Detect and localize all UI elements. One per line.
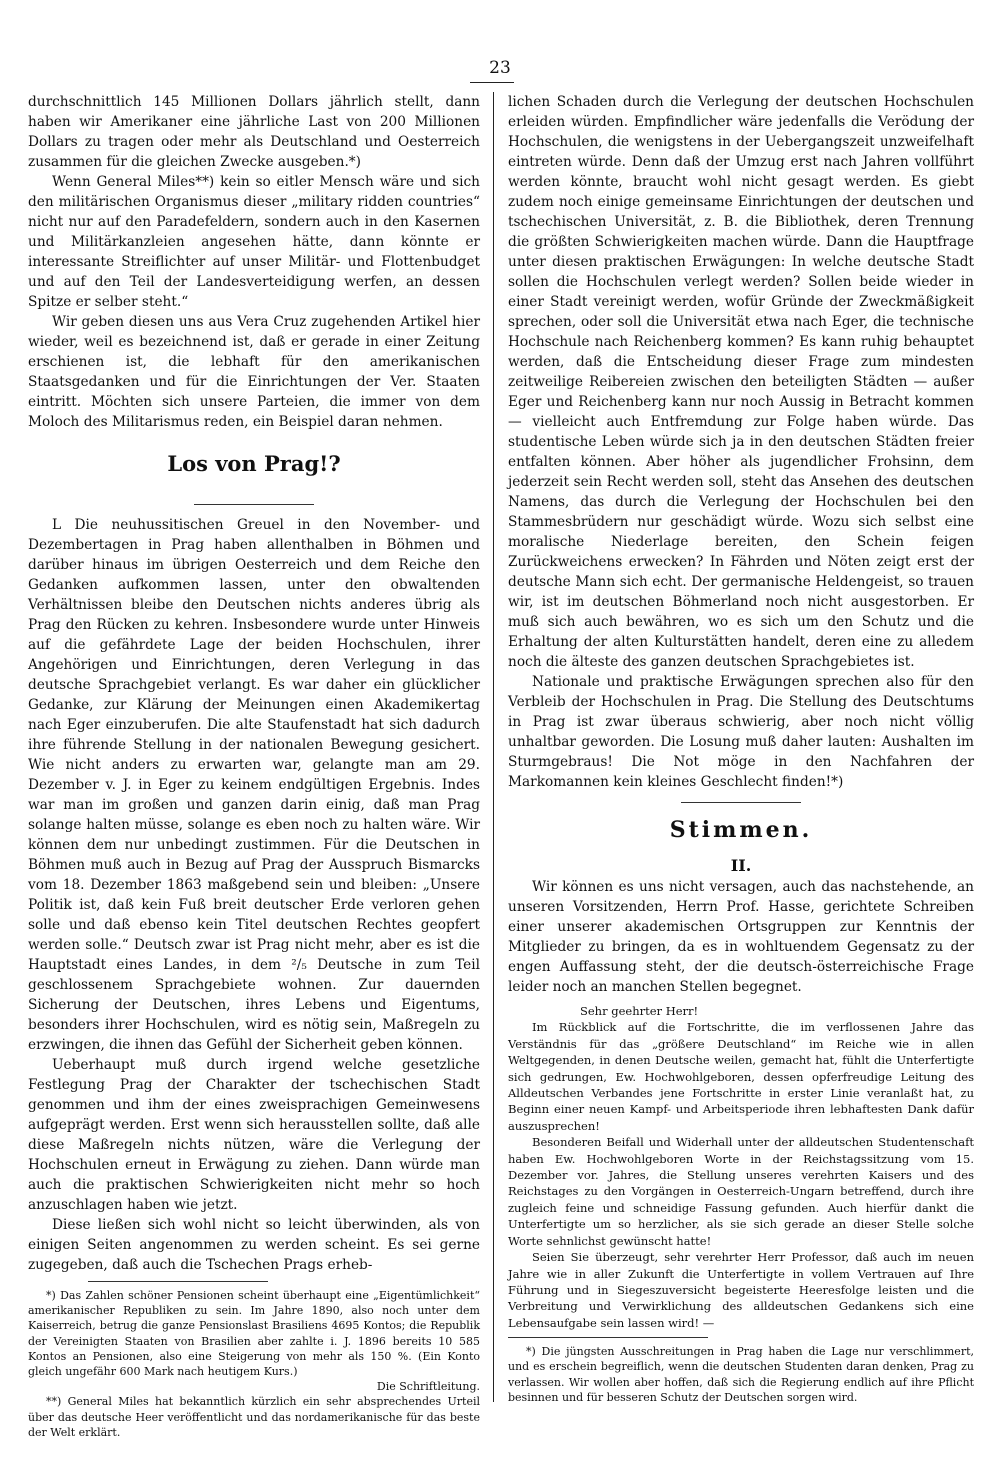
right-column — [508, 92, 974, 1405]
heading-rule — [194, 504, 314, 505]
letter-paragraph-3: Seien Sie überzeugt, sehr verehrter Herr Professor, daß auch im neuen Jahre wie in aller Zukunft die Unterfertigte in vollem Vertrauen auf Ihre Führung und in Siegeszuversicht begeisterte Heeresfolge leisten und die Verbreitung und Verwirklichung des alldeutschen Gedankens sich eine Lebensaufgabe sein lassen wird! — — [508, 1250, 974, 1330]
left-footnote-1: *) Das Zahlen schöner Pensionen scheint überhaupt eine „Eigentümlichkeit“ amerikanischer Republiken zu sein. Im Jahre 1890, also noch unter dem Kaiserreich, betrug die ganze Pensionslast Brasiliens 4695 Kontos; die Republik der Vereinigten Staaten von Brasilien aber zahlte i. J. 1896 bereits 10 585 Kontos an Pensionen, also eine Steigerung von mehr als 150 %. (Ein Konto gleich ungefähr 600 Mark nach heutigem Kurs.) — [28, 1289, 480, 1379]
right-paragraph-1: lichen Schaden durch die Verlegung der deutschen Hochschulen erleiden würden. Empfindlicher wäre jedenfalls die Verödung der Hochschulen, die wenigstens in der Uebergangszeit unzweifelhaft eintreten würde. Denn daß der Umzug erst nach Jahren vollführt werden könnte, braucht wohl nicht gesagt werden. Es giebt zudem noch einige gemeinsame Einrichtungen der deutschen und tschechischen Universität, z. B. die Bibliothek, deren Trennung die größten Schwierigkeiten machen würde. Dann die Hauptfrage unter diesen praktischen Erwägungen: In welche deutsche Stadt sollen die Hochschulen verlegt werden? Sollen beide wieder in einer Stadt vereinigt werden, wofür Gründe der Zweckmäßigkeit sprechen, oder soll die Universität etwa nach Eger, die technische Hochschule nach Reichenberg kommen? Es kann ruhig behauptet werden, daß die Entscheidung dieser Frage zum mindesten zeitweilige Reibereien zwischen den beteiligten Städten — außer Eger und Reichenberg kann nur noch Aussig in Betracht kommen — vielleicht auch Entfremdung zur Folge haben würde. Das studentische Leben würde sich ja in den deutschen Städten freier entfalten können. Aber höher als jugendlicher Frohsinn, dem jederzeit sein Recht werden soll, steht das Ansehen des deutschen Namens, das durch die Verlegung der Hochschulen bei den Stammesbrüdern nur geschädigt würde. Wozu sich selbst eine moralische Niederlage bereiten, den Schein feigen Zurückweichens erwecken? In Fährden und Nöten zeigt erst der deutsche Mann sich echt. Der germanische Heldengeist, so trauen wir, ist im deutschen Böhmerland noch nicht ausgestorben. Er muß sich auch bewähren, wo es sich um den Schutz und die Erhaltung der alten Kulturstätten handelt, deren eine zu alledem noch die älteste des ganzen deutschen Sprachgebietes ist. — [508, 94, 974, 670]
section-heading-los-von-prag: Los von Prag!? — [167, 451, 341, 476]
left-paragraph-3: Wir geben diesen uns aus Vera Cruz zugehenden Artikel hier wieder, weil es bezeichnend ist, daß er gerade in einer Zeitung erschienen ist, die lebhaft für den amerikanischen Staatsgedanken und für die Einrichtungen der Ver. Staaten eintritt. Möchten sich unsere Parteien, die immer von dem Moloch des Militarismus reden, ein Beispiel daran nehmen. — [28, 314, 480, 430]
letter-salutation: Sehr geehrter Herr! — [580, 1004, 699, 1018]
section-subheading: II. — [730, 856, 752, 875]
left-paragraph-2: Wenn General Miles**) kein so eitler Mensch wäre und sich den militärischen Organismus dieser „military ridden countries“ nicht nur auf den Paradefeldern, sondern auch in den Kasernen und Militärkanzleien angesehen hätte, dann könnte er interessante Streiflichter auf unser Militär- und Flottenbudget und auf den Teil der Landesverteidigung werfen, an dessen Spitze er selber steht.“ — [28, 174, 480, 310]
section-heading-stimmen: Stimmen. — [669, 817, 813, 843]
footnote-rule — [88, 1281, 268, 1282]
footnote-rule-right — [508, 1337, 708, 1338]
left-column — [28, 92, 480, 1440]
page-number-rule — [470, 82, 514, 83]
right-paragraph-3: Wir können es uns nicht versagen, auch das nachstehende, an unseren Vorsitzenden, Herrn Prof. Hasse, gerichtete Schreiben einer unserer akademischen Ortsgruppen zur Kenntnis der Mitglieder zu bringen, da es in wohltuendem Gegensatz zu der engen Auffassung steht, der die deutsch-österreichische Frage leider noch an manchen Stellen begegnet. — [508, 879, 974, 995]
footnote-signature: Die Schriftleitung. — [376, 1380, 480, 1394]
right-footnote-1: *) Die jüngsten Ausschreitungen in Prag haben die Lage nur verschlimmert, und es erschein begreiflich, wenn die deutschen Studenten daran denken, Prag zu verlassen. Wir wollen aber hoffen, daß sich die Regierung endlich auf ihre Pflicht besinnen und für besseren Schutz der Deutschen sorgen wird. — [508, 1345, 974, 1404]
left-paragraph-5: Ueberhaupt muß durch irgend welche gesetzliche Festlegung Prag der Charakter der tschechischen Stadt genommen und ihm der eines zweisprachigen Gemeinwesens aufgeprägt werden. Erst wenn sich herausstellen sollte, daß alle diese Maßregeln nichts nützen, wäre die Verlegung der Hochschulen erneut in Erwägung zu ziehen. Dann würde man auch die praktischen Schwierigkeiten nicht mehr so hoch anzuschlagen haben wie jetzt. — [28, 1057, 480, 1213]
letter-paragraph-1: Im Rückblick auf die Fortschritte, die im verflossenen Jahre das Verständnis für das „größere Deutschland“ im Reiche wie in allen Weltgegenden, in denen Deutsche weilen, gemacht hat, fühlt die Unterfertigte sich gedrungen, Ew. Hochwohlgeboren, dessen opferfreudige Leitung des Alldeutschen Verbandes jene Fortschritte in erster Linie veranlaßt hat, zu Beginn einer neuen Kampf- und Arbeitsperiode ihren lebhaftesten Dank dafür auszusprechen! — [508, 1020, 974, 1133]
page-number: 23 — [489, 58, 511, 78]
right-paragraph-2: Nationale und praktische Erwägungen sprechen also für den Verbleib der Hochschulen in Prag. Die Stellung des Deutschtums in Prag ist zwar überaus schwierig, aber noch nicht völlig unhaltbar geworden. Die Losung muß daher lauten: Aushalten im Sturmgebraus! Die Not möge in den Nachfahren der Markomannen kein kleines Geschlecht finden!*) — [508, 674, 974, 790]
left-paragraph-4: L Die neuhussitischen Greuel in den November- und Dezembertagen in Prag haben allenthalben in Böhmen und darüber hinaus im übrigen Oesterreich und dem Reiche den Gedanken aufkommen lassen, unter den obwaltenden Verhältnissen bleibe den Deutschen nichts anderes übrig als Prag den Rücken zu kehren. Insbesondere wurde unter Hinweis auf die gefährdete Lage der beiden Hochschulen, ihrer Angehörigen und Einrichtungen, deren Verlegung in das deutsche Sprachgebiet verlangt. Es war daher ein glücklicher Gedanke, zur Klärung der Meinungen einen Akademikertag nach Eger einzuberufen. Die alte Staufenstadt hat sich dadurch ihre führende Stellung in der nationalen Bewegung gesichert. Wie nicht anders zu erwarten war, gelangte man am 29. Dezember v. J. in Eger zu keinem endgültigen Ergebnis. Indes war man im großen und ganzen darin einig, daß man Prag solange halten müsse, solange es eben noch zu halten wäre. Wir können dem nur unbedingt zustimmen. Für die Deutschen in Böhmen muß auch in Bezug auf Prag der Ausspruch Bismarcks vom 18. Dezember 1863 maßgebend sein und bleiben: „Unsere Politik ist, daß kein Fuß breit deutscher Erde verloren gehen solle und daß ebenso kein Titel deutschen Rechtes geopfert werden solle.“ Deutsch zwar ist Prag nicht mehr, aber es ist die Hauptstadt eines Landes, in dem ²/₅ Deutsche in zum Teil geschlossenem Sprachgebiete wohnen. Zur dauernden Sicherung der Deutschen, ihres Lebens und Eigentums, besonders ihrer Hochschulen, wird es nötig sein, Maßregeln zu erzwingen, die ihnen das Gefühl der Sicherheit geben können. — [28, 517, 480, 1053]
left-footnote-2: **) General Miles hat bekanntlich kürzlich ein sehr absprechendes Urteil über das deutsche Heer veröffentlicht und das nordamerikanische für das beste der Welt erklärt. — [28, 1395, 480, 1439]
left-paragraph-6: Diese ließen sich wohl nicht so leicht überwinden, als von einigen Seiten angenommen zu werden scheint. Es sei gerne zugegeben, daß auch die Tschechen Prags erheb- — [28, 1217, 480, 1273]
column-divider — [493, 92, 494, 1402]
left-paragraph-1: durchschnittlich 145 Millionen Dollars jährlich stellt, dann haben wir Amerikaner eine jährliche Last von 200 Millionen Dollars zu tragen oder mehr als Deutschland und Oesterreich zusammen für die gleichen Zwecke ausgeben.*) — [28, 94, 480, 170]
letter-paragraph-2: Besonderen Beifall und Widerhall unter der alldeutschen Studentenschaft haben Ew. Hochwohlgeboren Worte in der Reichstagssitzung vom 15. Dezember vor. Jahres, die Stellung unseres verehrten Kaisers und des Reichstages zu den Vorgängen in Oesterreich-Ungarn betreffend, durch ihre zugleich feine und schneidige Fassung gefunden. Auch hierfür dankt die Unterfertigte um so herzlicher, als sie sich gerade an dieser Stelle solche Worte sehnlichst gewünscht hatte! — [508, 1135, 974, 1248]
